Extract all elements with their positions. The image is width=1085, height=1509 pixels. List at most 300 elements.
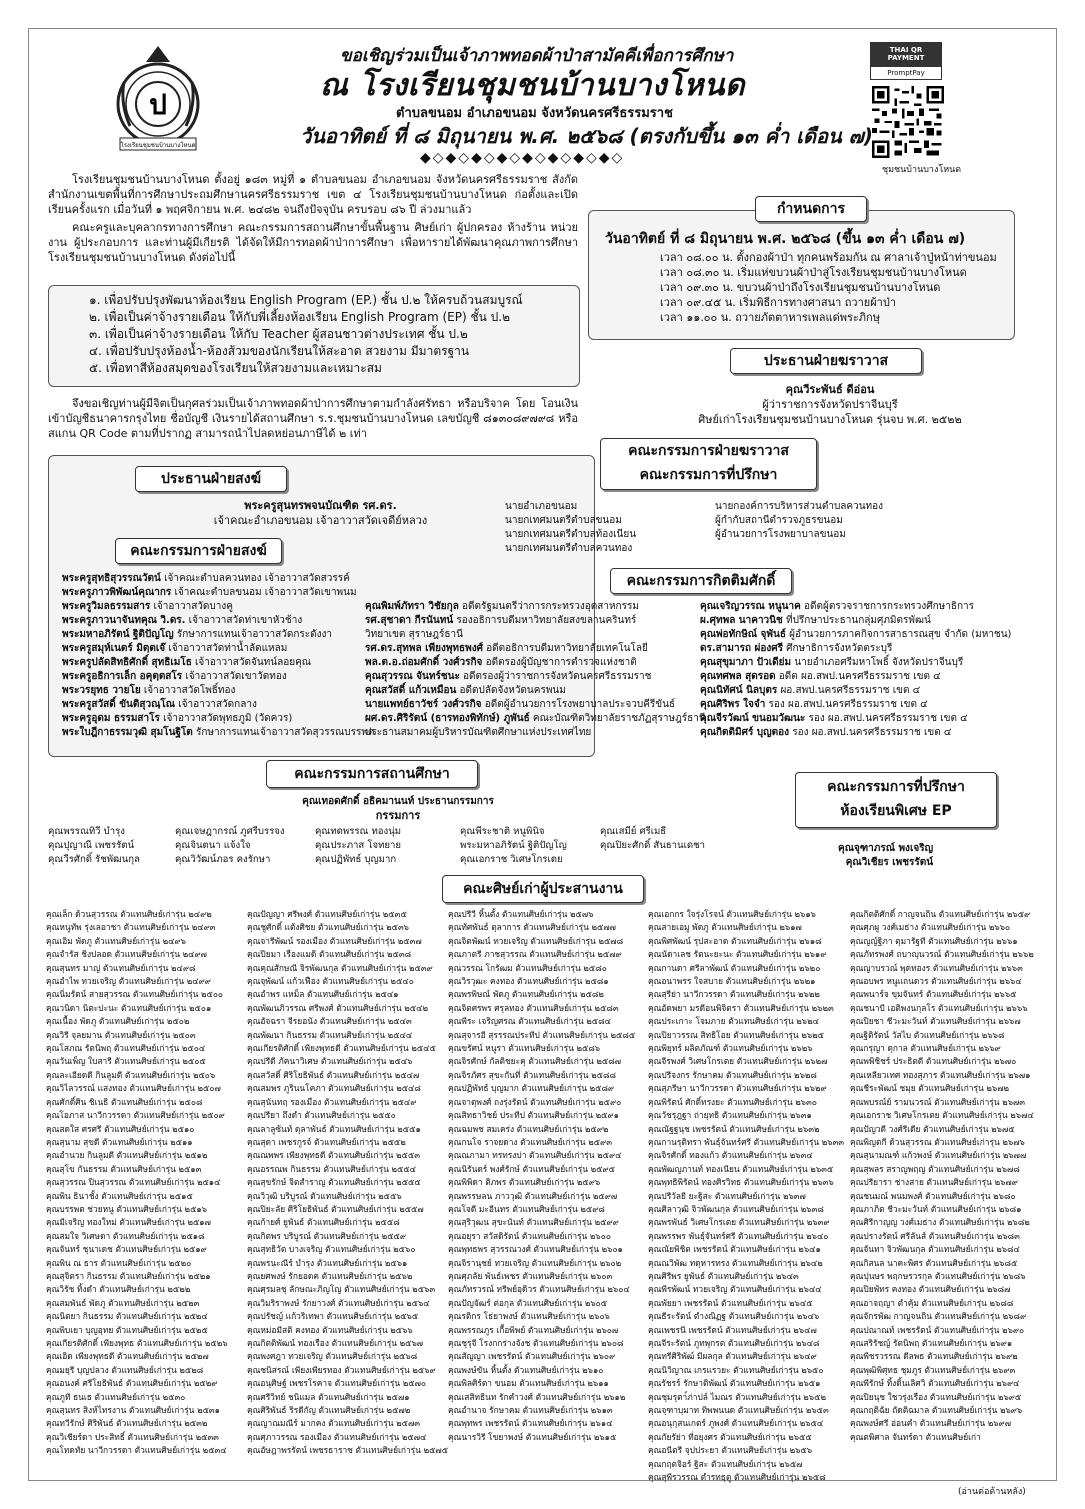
board-member: คุณเจษฎากรณ์ ภูศรีบรรจง — [175, 826, 285, 837]
alumni-entry: คุณปรัชญ์ แก้วริเทพา ตัวแทนศิษย์เก่ารุ่น ๒๕๖๕ — [247, 1311, 419, 1322]
alumni-entry: คุณหม่อมีสติ คงทอง ตัวแทนศิษย์เก่ารุ่น ๒๕๖๖ — [247, 1324, 413, 1335]
alumni-entry: คุณลาลูซ้นท์ ดุลาพันธ์ ตัวแทนศิษย์เก่ารุ่น ๒๕๕๑ — [247, 1123, 421, 1134]
alumni-entry: คุณชนาบี เอติพงนกุลโร ตัวแทนศิษย์เก่ารุ่น ๒๖๖๖ — [850, 1002, 1028, 1013]
monk-committee-title: คณะกรรมการฝ่ายสงฆ์ — [115, 538, 282, 564]
monk-row: พระครูวิมลธรรมสาร เจ้าอาวาสวัดบางคู — [62, 601, 233, 612]
alumni-entry: คุณพิรัตน์ ศักดิ์ทรงยะ ตัวแทนศิษย์เก่ารุ่น ๒๖๓๐ — [648, 1096, 817, 1107]
honorary-row: คุณศิริพร ใจจำ รอง ผอ.สพป.นครศรีธรรมราช เขต ๔ — [700, 699, 928, 710]
alumni-entry: คุณสิทธาวิชย์ ประทีป ตัวแทนศิษย์เก่ารุ่น ๒๕๙๑ — [448, 1110, 619, 1121]
alumni-entry: คุณพีระ เจริญศรณ ตัวแทนศิษย์เก่ารุ่น ๒๕๘๔ — [448, 1016, 611, 1027]
alumni-entry: คุณพรพันธ์ วิเศษโกรเตย ตัวแทนศิษย์เก่ารุ่น ๒๖๓๙ — [648, 1217, 830, 1228]
objective-item: ๔. เพื่อปรับปรุงห้องน้ำ-ห้องส้วมของนักเรียนให้สะอาด สวยงาม มีมาตรฐาน — [89, 344, 470, 358]
logo-letter: ป — [149, 88, 167, 121]
qr-caption: ชุมชนบ้านบางโหนด — [882, 165, 962, 175]
alumni-entry: คุณทัศพันธ์ ตุลาการ ตัวแทนศิษย์เก่ารุ่น ๒๕๗๗ — [448, 922, 616, 933]
alumni-entry: คุณปรางรัตน์ ศรีลันส์ ตัวแทนศิษย์เก่ารุ่น ๒๖๘๓ — [850, 1230, 1020, 1241]
lay-chair-line: ศิษย์เก่าโรงเรียนชุมชนบ้านบางโหนด รุ่นจบ พ.ศ. ๒๕๒๒ — [698, 413, 962, 426]
alumni-entry: คุณศุภผู วงศ์เมธ่าง ตัวแทนศิษย์เก่ารุ่น ๒๖๖๐ — [850, 922, 1011, 933]
alumni-entry: คุณศุภลัย พันธ์เพชร ตัวแทนศิษย์เก่ารุ่น ๒๖๐๓ — [448, 1270, 613, 1281]
alumni-entry: คุณจิรานุชย์ ทวยเจริญ ตัวแทนศิษย์เก่ารุ่น ๒๖๐๒ — [448, 1257, 622, 1268]
alumni-entry: คุณสุขรักษ์ จิตสำราญ ตัวแทนศิษย์เก่ารุ่น ๒๕๕๕ — [247, 1177, 421, 1188]
alumni-entry: คุณพนาร์จ ขุมจันทร์ ตัวแทนศิษย์เก่ารุ่น ๒๖๖๕ — [850, 989, 1017, 1000]
alumni-entry: คุณพิญตกี ด้วนสุวรรณ ตัวแทนศิษย์เก่ารุ่น ๒๖๗๖ — [850, 1136, 1025, 1147]
alumni-entry: คุณพีชรวรรณ ดีลพธ ตัวแทนศิษย์เก่ารุ่น ๒๖๙๒ — [850, 1351, 1018, 1362]
alumni-entry: คุณจันทร์ ชุนาเดช ตัวแทนศิษย์เก่ารุ่น ๒๕๑๙ — [46, 1244, 207, 1255]
alumni-entry: คุณปุนษร พฤกษรวรกุล ตัวแทนศิษย์เก่ารุ่น ๒๖๘๖ — [850, 1270, 1026, 1281]
alumni-entry: คุณปิยะลัย ศิริโยธิพันธ์ ตัวแทนศิษย์เก่ารุ่น ๒๕๕๗ — [247, 1203, 424, 1214]
alumni-entry: คุณจิตพัฒน์ ทวยเจริญ ตัวแทนศิษย์เก่ารุ่น ๒๕๗๘ — [448, 935, 624, 946]
lay-committee-left — [505, 500, 636, 556]
alumni-entry: คุณพพิชิชร์ ประธิตดี ตัวแทนศิษย์เก่ารุ่น ๒๖๗๐ — [850, 1056, 1017, 1067]
alumni-entry: คุณกานดา ศรีลาพัฒน์ ตัวแทนศิษย์เก่ารุ่น ๒๖๒๐ — [648, 962, 821, 973]
school-board-col — [460, 825, 567, 867]
alumni-entry: คุณกิตติพัฒน์ ทองเรือง ตัวแทนศิษย์เก่ารุ่น ๒๕๖๗ — [247, 1338, 424, 1348]
alumni-entry: คุณกิสนล นาคะพิศร ตัวแทนศิษย์เก่ารุ่น ๒๖๘๕ — [850, 1257, 1018, 1268]
alumni-entry: คุณปัญจัฒร์ ต่อกุล ตัวแทนศิษย์เก่ารุ่น ๒๖๐๕ — [448, 1297, 608, 1308]
school-logo — [110, 42, 206, 154]
board-member: คุณประภาส โจทยาย — [315, 840, 402, 851]
page-title: ณ โรงเรียนชุมชนบ้านบางโหนด — [320, 68, 745, 103]
honorary-row: คุณเจริญวรรณ หนูนาค อดีตผู้ตรวจราชการกระทรวงศึกษาธิการ — [700, 601, 975, 612]
alumni-entry: คุณพรรณภูร เกื้อพิพย์ ตัวแทนศิษย์เก่ารุ่น ๒๖๐๗ — [448, 1324, 619, 1335]
alumni-entry: คุณวิไลวรรณ์ แสงทอง ตัวแทนศิษย์เก่ารุ่น ๒๕๐๗ — [46, 1083, 221, 1094]
monk-row: พระมหาอภิรัตน์ ฐิติปัญโญ รักษาการแทนเจ้าอาวาสวัดกระดังงา — [62, 629, 333, 640]
alumni-entry: คุณพุทธพร สุวรรณวงศ์ ตัวแทนศิษย์เก่ารุ่น ๒๖๐๑ — [448, 1244, 623, 1255]
alumni-entry: คุณกิตติศักดิ์ กาญจนถิน ตัวแทนศิษย์เก่ารุ่น ๒๖๕๙ — [850, 909, 1031, 919]
alumni-entry: คุณสุทธิวัต บางเจริญ ตัวแทนศิษย์เก่ารุ่น ๒๕๖๐ — [247, 1244, 416, 1255]
lay-member: ผู้อำนวยการโรงพยาบาลขนอม — [715, 529, 846, 540]
school-board-members-label: กรรมการ — [375, 809, 421, 822]
honorary-row: ผศ.ดร.ศิริรัตน์ (ธารทองพิทักษ์) ภูพันธ์ คณะบัณฑิตวิทยาลัยราชภัฏสุราษฎร์ธานี — [365, 713, 706, 724]
alumni-entry: คุณสุพลร สราญพฤญ ตัวแทนศิษย์เก่ารุ่น ๒๖๗๘ — [850, 1163, 1020, 1174]
objective-item: ๕. เพื่อทาสีห้องสมุดของโรงเรียนให้สวยงามและเหมาะสม — [89, 361, 382, 375]
alumni-entry: คุณชุรุจี โรงกกร่างจังช ตัวแทนศิษย์เก่ารุ่น ๒๖๐๘ — [448, 1338, 624, 1348]
alumni-entry: คุณปรีจงกร รักษาคม ตัวแทนศิษย์เก่ารุ่น ๒๖๒๘ — [648, 1069, 817, 1080]
alumni-entry: คุณอำนาจ รักษาคม ตัวแทนศิษย์เก่ารุ่น ๒๖๑๓ — [448, 1405, 613, 1416]
alumni-entry: คุณจิรศักดิ์ ทองแก้ว ตัวแทนศิษย์เก่ารุ่น ๒๖๓๔ — [648, 1150, 813, 1161]
board-member: พระมหาอภิรัตน์ ฐิติปัญโญ — [460, 840, 567, 851]
alumni-entry: คุณณวิพัฒ ทดุหารทรง ตัวแทนศิษย์เก่ารุ่น ๒๖๔๒ — [648, 1257, 823, 1268]
alumni-entry: คุณกฤติฉัย ถัดติฉมาล ตัวแทนศิษย์เก่ารุ่น ๒๖๙๖ — [850, 1405, 1023, 1416]
alumni-entry: คุณณภามา ทรทรงบ่า ตัวแทนศิษย์เก่ารุ่น ๒๕๙๔ — [448, 1150, 622, 1161]
alumni-entry: คุณพบรณ์ย์ รามนวรณ์ ตัวแทนศิษย์เก่ารุ่น ๒๖๗๓ — [850, 1096, 1026, 1107]
alumni-entry: คุณปรีดี ภัคนาวิเศษ ตัวแทนศิษย์เก่ารุ่น ๒๕๔๖ — [247, 1056, 413, 1067]
alumni-entry: คุณภาภิต ชีวะมะวันท์ ตัวแทนศิษย์เก่ารุ่น ๒๖๘๑ — [850, 1203, 1022, 1214]
alumni-entry: คุณสุภรีษา นาวีกวรรดา ตัวแทนศิษย์เก่ารุ่น ๒๖๒๙ — [648, 1083, 827, 1094]
alumni-entry: คุณวันเพ็ญ ใบสารี ตัวแทนศิษย์เก่ารุ่น ๒๕๐๕ — [46, 1056, 206, 1067]
school-board-col — [175, 825, 285, 867]
monk-row: พระครูภาวนาจันทคุณ วิ.ดร. เจ้าอาวาสวัดท่าเขาหัวช้าง — [62, 615, 303, 626]
alumni-entry: คุณอัษฎาพรรัตน์ เพชรธาราช ตัวแทนศิษย์เก่ารุ่น ๒๕๗๕ — [247, 1445, 449, 1456]
ep-advisors-title: คณะกรรมการที่ปรึกษา ห้องเรียนพิเศษ EP — [795, 772, 997, 828]
honorary-row: คุณสุขุมาภา ปัวเดีย่ม นายอำเภอศรีมหาโพธิ์ จังหวัดปราจีนบุรี — [700, 657, 964, 668]
alumni-entry: คุณภัทรพงศ์ ถบาญุนวรณ์ ตัวแทนศิษย์เก่ารุ่น ๒๖๖๒ — [850, 949, 1034, 960]
objective-item: ๒. เพื่อเป็นค่าจ้างรายเดือน ให้กับพี่เลี้ยงห้องเรียน English Program (EP) ชั้น ป.๒ — [89, 310, 510, 324]
alumni-entry: คุณจุพัฒน์ แก้วเฟือง ตัวแทนศิษย์เก่ารุ่น ๒๕๔๐ — [247, 976, 414, 987]
alumni-entry: คุณพิน ณ ธาร ตัวแทนศิษย์เก่ารุ่น ๒๕๒๐ — [46, 1257, 192, 1268]
alumni-entry: คุณจุฑาบุมาท ทิพพนนด ตัวแทนศิษย์เก่ารุ่น ๒๖๕๓ — [648, 1405, 829, 1416]
alumni-entry: คุณสุนทร สิงห์ไทรงาน ตัวแทนศิษย์เก่ารุ่น ๒๕๓๑ — [46, 1405, 220, 1416]
alumni-entry: คุณปรีวี หิ้นตั้ง ตัวแทนศิษย์เก่ารุ่น ๒๕๗๖ — [448, 909, 594, 919]
alumni-entry: คุณตพิศาล จันทร์ดา ตัวแทนศิษย์เก่า — [850, 1431, 981, 1442]
alumni-entry: คุณจักรพัฒ กาญจนถิน ตัวแทนศิษย์เก่ารุ่น ๒๖๘๙ — [850, 1311, 1027, 1322]
alumni-entry: คุณปิยมา เรืองแมดิ ตัวแทนศิษย์เก่ารุ่น ๒๕๓๘ — [247, 949, 412, 960]
alumni-entry: คุณสวัสดิ์ ศิริโยธิพันธ์ ตัวแทนศิษย์เก่ารุ่น ๒๕๔๗ — [247, 1069, 420, 1080]
alumni-entry: คุณกิตพร บริบูรณ์ ตัวแทนศิษย์เก่ารุ่น ๒๕๕๙ — [247, 1230, 407, 1241]
alumni-entry: คุณอัจฉรา จีรยอนัง ตัวแทนศิษย์เก่ารุ่น ๒๕๔๓ — [247, 1016, 412, 1027]
alumni-entry: คุณสมใจ วิเศษดา ตัวแทนศิษย์เก่ารุ่น ๒๕๑๘ — [46, 1230, 205, 1241]
alumni-entry: คุณอำพร แหม็ล ตัวแทนศิษย์เก่ารุ่น ๒๕๔๑ — [247, 989, 399, 1000]
alumni-entry: คุณกฤตจิอร์ ฐิสะ ตัวแทนศิษย์เก่ารุ่น ๒๖๕๗ — [648, 1458, 803, 1469]
school-board-head — [48, 795, 748, 823]
honorary-row: คุณกิตติมิศร์ บุญตอง รอง ผอ.สพป.นครศรีธรรมราช เขต ๔ — [700, 727, 952, 738]
alumni-column — [850, 908, 1034, 1444]
alumni-entry: คุณสริรัชญ์ รัตนิพฤ ตัวแทนศิษย์เก่ารุ่น ๒๖๙๑ — [850, 1338, 1013, 1348]
alumni-entry: คุณอำไพ ทวยเจริญ ตัวแทนศิษย์เก่ารุ่น ๒๔๙๙ — [46, 976, 211, 987]
event-date: วันอาทิตย์ ที่ ๘ มิถุนายน พ.ศ. ๒๕๖๘ (ตรงกับขึ้น ๑๓ ค่ำ เดือน ๗) — [300, 124, 873, 148]
schedule-item: เวลา ๐๙.๔๕ น. เริ่มพิธีการทางศาสนา ถวายผ้าป่า — [660, 296, 897, 309]
lay-chair-name: คุณวีระพันธ์ ดีอ่อน — [785, 383, 875, 396]
monk-row: พระครูปลัดสิทธิศักดิ์ สุทธิเมโธ เจ้าอาวาสวัดจันทน์ลอยคุณ — [62, 657, 312, 668]
alumni-entry: คุณภูที ธนเธ ตัวแทนศิษย์เก่ารุ่น ๒๕๓๐ — [46, 1391, 186, 1402]
alumni-entry: คุณกานรุติทรา พันธุ์จันทร์ศรี ตัวแทนศิษย์เก่ารุ่น ๒๖๓๓ — [648, 1136, 845, 1147]
alumni-entry: คุณสายเอมู พัดภู ตัวแทนศิษย์เก่ารุ่น ๒๖๑๗ — [648, 922, 802, 933]
monk-chair-line: เจ้าคณะอำเภอขนอม เจ้าอาวาสวัดเจดีย์หลวง — [213, 514, 428, 527]
alumni-entry: คุณจารีพัฒน์ รองเมือง ตัวแทนศิษย์เก่ารุ่น ๒๕๓๗ — [247, 935, 422, 946]
alumni-entry: คุณพิยุทร์ ผลิตภัณฑ์ ตัวแทนศิษย์เก่ารุ่น ๒๖๒๖ — [648, 1043, 813, 1054]
alumni-entry: คุณวิวุฒิ บริบูรณ์ ตัวแทนศิษย์เก่ารุ่น ๒๕๕๖ — [247, 1190, 402, 1201]
alumni-entry: คุณสมพันธ์ พัดภู ตัวแทนศิษย์เก่ารุ่น ๒๕๒๓ — [46, 1297, 200, 1308]
alumni-entry: คุณเพชรนี เพชรรัตน์ ตัวแทนศิษย์เก่ารุ่น ๒๖๔๗ — [648, 1324, 817, 1335]
alumni-entry: คุณสุนาม สุขดี ตัวแทนศิษย์เก่ารุ่น ๒๕๑๑ — [46, 1136, 193, 1147]
alumni-entry: คุณชีระพัฒน์ ชมุย ตัวแทนศิษย์เก่ารุ่น ๒๖๗๒ — [850, 1083, 1010, 1094]
alumni-entry: คุณจีรพงศ์ วิเศษโกรเตย ตัวแทนศิษย์เก่ารุ่น ๒๖๒๗ — [648, 1056, 828, 1067]
alumni-entry: คุณโทดทัย นาวีกวรรดา ตัวแทนศิษย์เก่ารุ่น ๒๕๓๔ — [46, 1445, 227, 1456]
alumni-entry: คุณเอิม พัดภู ตัวแทนศิษย์เก่ารุ่น ๒๔๙๖ — [46, 935, 186, 946]
alumni-title: คณะศิษย์เก่าผู้ประสานงาน — [442, 875, 644, 903]
lay-chair-line: ผู้ว่าราชการจังหวัดปราจีนบุรี — [762, 398, 898, 411]
alumni-entry: คุณสุโข กันธรรม ตัวแทนศิษย์เก่ารุ่น ๒๕๑๓ — [46, 1163, 202, 1174]
alumni-entry: คุณพุฒิพิศุทธ ชุมภูร ตัวแทนศิษย์เก่ารุ่น ๒๖๙๓ — [850, 1364, 1016, 1375]
alumni-entry: คุณจีระรัตน์ ภูทพุกรต ตัวแทนศิษย์เก่ารุ่น ๒๖๔๘ — [648, 1338, 820, 1348]
board-member: คุณจินตนา แจ้งใจ — [175, 840, 251, 851]
monk-committee-list — [62, 572, 374, 740]
alumni-entry: คุณรติกร โธ่ยาพงษ์ ตัวแทนศิษย์เก่ารุ่น ๒๖๐๖ — [448, 1311, 610, 1322]
alumni-entry: คุณภัทรวรณ์ ทรีพย์อุดิวร ตัวแทนศิษย์เก่ารุ่น ๒๖๐๔ — [448, 1284, 630, 1295]
alumni-entry: คุณสุวรรณ ปินสุวรรณ ตัวแทนศิษย์เก่ารุ่น ๒๕๑๔ — [46, 1177, 221, 1188]
schedule-list — [660, 250, 997, 325]
alumni-entry: คุณพรนะณีร์ บำรุง ตัวแทนศิษย์เก่ารุ่น ๒๕๖๑ — [247, 1257, 408, 1268]
alumni-entry: คุณสุริวุฒน สุขะนันท์ ตัวแทนศิษย์เก่ารุ่น ๒๕๙๙ — [448, 1217, 619, 1228]
board-member: คุณวิวัฒน์ภอร คงรักษา — [175, 854, 271, 865]
alumni-entry: คุณโจดี มะอีนทร ตัวแทนศิษย์เก่ารุ่น ๒๕๙๘ — [448, 1203, 605, 1214]
honorary-row: วิทยาเขต สุราษฎร์ธานี — [365, 629, 463, 640]
alumni-entry: คุณเสสิทธินท รักคำวงศ์ ตัวแทนศิษย์เก่ารุ่น ๒๖๑๒ — [448, 1391, 626, 1402]
alumni-entry: คุณพุทธิพิรัตน์ ทองศิรวิทธ ตัวแทนศิษย์เก่ารุ่น ๒๖๓๖ — [648, 1177, 834, 1188]
alumni-entry: คุณสุดา เพชรกูรจ์ ตัวแทนศิษย์เก่ารุ่น ๒๕๕๒ — [247, 1136, 406, 1147]
alumni-entry: คุณสุจิตรา กินธรรม ตัวแทนศิษย์เก่ารุ่น ๒๕๒๑ — [46, 1270, 211, 1281]
alumni-entry: คุณละเอียดดี กินลูมดี ตัวแทนศิษย์เก่ารุ่น ๒๕๐๖ — [46, 1069, 216, 1080]
alumni-entry: คุณพงศฎา ทวยเจริญ ตัวแทนศิษย์เก่ารุ่น ๒๕๖๘ — [247, 1351, 418, 1362]
alumni-entry: คุณอำนวย กินลูมดี ตัวแทนศิษย์เก่ารุ่น ๒๕๑๒ — [46, 1150, 208, 1161]
alumni-entry: คุณทวีรักษ์ ศิริพันธ์ ตัวแทนศิษย์เก่ารุ่น ๒๕๓๒ — [46, 1418, 208, 1429]
alumni-entry: คุณศักดิ์ศิน ชิเนธิ ตัวแทนศิษย์เก่ารุ่น ๒๕๐๘ — [46, 1096, 203, 1107]
alumni-entry: คุณอนุกุสนเกตร์ ภูพงศ์ ตัวแทนศิษย์เก่ารุ่น ๒๖๕๔ — [648, 1418, 824, 1429]
alumni-entry: คุณศรีวิทย์ ชนิแมล ตัวแทนศิษย์เก่ารุ่น ๒๕๗๑ — [247, 1391, 410, 1402]
alumni-entry: คุณปฏิพัทธ์ บุญมาก ตัวแทนศิษย์เก่ารุ่น ๒๕๘๙ — [448, 1083, 615, 1094]
alumni-entry: คุณสุนันทฤ รองเมือง ตัวแทนศิษย์เก่ารุ่น ๒๕๔๙ — [247, 1096, 417, 1107]
board-member: คุณเสมีย์ ศรีเมธี — [600, 826, 667, 837]
alumni-entry: คุณปรีวัลยี ยะฐิสะ ตัวแทนศิษย์เก่ารุ่น ๒๖๓๗ — [648, 1190, 806, 1201]
alumni-entry: คุณอบพร หนูแถนดวร ตัวแทนศิษย์เก่ารุ่น ๒๖๖๔ — [850, 976, 1022, 987]
alumni-entry: คุณศิริพันธ์ ริรดีกัญ ตัวแทนศิษย์เก่ารุ่น ๒๕๗๒ — [247, 1405, 411, 1416]
objective-item: ๑. เพื่อปรับปรุงพัฒนาห้องเรียน English Program (EP.) ชั้น ป.๒ ให้ครบถ้วนสมบูรณ์ — [89, 293, 523, 307]
alumni-entry: คุณสุรีย่า นาวีกวรรดา ตัวแทนศิษย์เก่ารุ่น ๒๖๒๒ — [648, 989, 820, 1000]
alumni-entry: คุณพรพิษณ์ พัดภู ตัวแทนศิษย์เก่ารุ่น ๒๕๘๒ — [448, 989, 604, 1000]
alumni-entry: คุณจิตศรพร ศรุลทอง ตัวแทนศิษย์เก่ารุ่น ๒๕๘๓ — [448, 1002, 619, 1013]
monk-row: พระครูภาวพิพัฒน์คุณากร เจ้าคณะตำบลขนอม เจ้าอาวาสวัดเขาพนม — [62, 587, 357, 598]
alumni-entry: คุณอัดพยา มรดีอนพิจิตรา ตัวแทนศิษย์เก่ารุ่น ๒๖๒๓ — [648, 1002, 834, 1013]
monk-row: พระครูสุทธิสุวรรณวัตน์ เจ้าคณะตำบลควนทอง เจ้าอาวาสวัดสวรรค์ — [62, 573, 350, 584]
honorary-row: ประธานสมาคมผู้บริหารบัณฑิตศึกษาแห่งประเทศไทย — [365, 727, 592, 738]
alumni-entry: คุณพงษ์ขัน หิ้นตั้ง ตัวแทนศิษย์เก่ารุ่น ๒๖๑๐ — [448, 1364, 604, 1375]
alumni-entry: คุณอนุศิษฐ์ เพชรโรคาจ ตัวแทนศิษย์เก่ารุ่น ๒๕๗๐ — [247, 1378, 427, 1389]
honorary-row: นายแพทย์ธาวัชร์ วงศ์วรกิจ อดีตผู้อำนวยการโรงพยาบาลประจวบคีรีขันธ์ — [365, 699, 676, 710]
ep-advisors-list — [838, 842, 933, 870]
alumni-entry: คุณเกียรติศักดิ์ เพียงพุทธ ตัวแทนศิษย์เก่ารุ่น ๒๕๒๖ — [46, 1338, 228, 1348]
intro-paragraph-2: คณะครูและบุคลากรทางการศึกษา คณะกรรมการสถานศึกษาขั้นพื้นฐาน ศิษย์เก่า ผู้ปกครอง ห้างร้าน หน่วยงาน ผู้ประกอบการ และท่านผู้มีเกียรติ ได้จัดให้มีการทอดผ้าป่าการศึกษา เพื่อหารายได้พัฒนาคุณภาพการศึกษาโรงเรียนชุมชนบ้านบางโหนด ดังต่อไปนี้ — [48, 221, 578, 264]
alumni-entry: คุณอาจฤญา ตำคุ้ม ตัวแทนศิษย์เก่ารุ่น ๒๖๘๘ — [850, 1297, 1014, 1308]
alumni-entry: คุณเอกกร ใจรุ่งโรจน์ ตัวแทนศิษย์เก่ารุ่น ๒๖๑๖ — [648, 909, 816, 919]
alumni-entry: คุณเล็ก ด้วนสุวรรณ ตัวแทนศิษย์เก่ารุ่น ๒๔๙๒ — [46, 909, 212, 919]
logo-ring-text: โรงเรียนชุมชนบ้านบางโหนด — [120, 142, 196, 149]
alumni-entry: คุณพัฒนา กินธรรม ตัวแทนศิษย์เก่ารุ่น ๒๕๔๔ — [247, 1029, 413, 1040]
lay-member: นายกองค์การบริหารส่วนตำบลควนทอง — [715, 501, 884, 512]
schedule-item: เวลา ๐๙.๓๐ น. ขบวนผ้าป่าถึงโรงเรียนชุมชนบ้านบางโหนด — [660, 281, 941, 294]
alumni-entry: คุณกนโจ ราจยดาง ตัวแทนศิษย์เก่ารุ่น ๒๕๙๓ — [448, 1136, 612, 1147]
alumni-entry: คุณพุทพร เพชรรัตน์ ตัวแทนศิษย์เก่ารุ่น ๒๖๑๔ — [448, 1418, 613, 1429]
honorary-row: รศ.ดร.สุทพล เพียงพุทธพงศ์ อดีตอธิการบดีมหาวิทยาลัยเทคโนโลยี — [365, 643, 648, 654]
header-ornament: ◆◇◆◇◆◇◆◇◆◇◆◇◆◇◆◇ — [420, 150, 625, 166]
alumni-entry: คุณกรุญา ดุกาล ตัวแทนศิษย์เก่ารุ่น ๒๖๖๙ — [850, 1043, 1001, 1054]
alumni-entry: คุณอนงค์ ศรีโยธิพันธ์ ตัวแทนศิษย์เก่ารุ่น ๒๕๒๙ — [46, 1378, 218, 1389]
alumni-entry: คุณปรียา ถึงดำ ตัวแทนศิษย์เก่ารุ่น ๒๕๕๐ — [247, 1110, 396, 1121]
monk-row: พระวรยุทธ วายโย เจ้าอาวาสวัดโพธิ์ทอง — [62, 685, 236, 696]
alumni-entry: คุณวิรัช ทิ้งดำ ตัวแทนศิษย์เก่ารุ่น ๒๕๒๒ — [46, 1284, 191, 1295]
schedule-title: กำหนดการ — [755, 196, 867, 222]
alumni-column — [448, 908, 635, 1444]
continue-note: (อ่านต่อด้านหลัง) — [958, 1487, 1026, 1497]
alumni-entry: คุณนิ่มรัตน์ สายสุวรรณ ตัวแทนศิษย์เก่ารุ่น ๒๕๐๐ — [46, 989, 224, 1000]
alumni-entry: คุณวิรี จุลยมาน ตัวแทนศิษย์เก่ารุ่น ๒๕๐๓ — [46, 1029, 196, 1040]
schedule-item: เวลา ๐๘.๓๐ น. เริ่มแห่ขบวนผ้าป่าสู่โรงเรียนชุมชนบ้านบางโหนด — [660, 266, 967, 279]
alumni-entry: คุณพัฒนภิวรรณ ศรีพงศ์ ตัวแทนศิษย์เก่ารุ่น ๒๕๔๒ — [247, 1002, 429, 1013]
alumni-entry: คุณปณาณท์ เพชรรัตน์ ตัวแทนศิษย์เก่ารุ่น ๒๖๙๐ — [850, 1324, 1025, 1335]
honorary-row: พล.ต.อ.ถ่อมศักดิ์ วงศ์วรกิจ อดีตรองผู้บัญชาการตำรวจแห่งชาติ — [365, 657, 637, 668]
honorary-row: คุณทศพล สุดรอด อดีต ผอ.สพป.นครศรีธรรมราช เขต ๔ — [700, 671, 941, 682]
alumni-entry: คุณโสภณ รัตนิพฤ ตัวแทนศิษย์เก่ารุ่น ๒๕๐๔ — [46, 1043, 206, 1054]
alumni-entry: คุณกัยรัย่า ที่อยุงศร ตัวแทนศิษย์เก่ารุ่น ๒๖๕๕ — [648, 1431, 812, 1442]
alumni-entry: คุณสุนามณฑ์ แก้วพงษ์ ตัวแทนศิษย์เก่ารุ่น ๒๖๗๗ — [850, 1150, 1027, 1161]
honorary-row: ดร.สามารถ ผ่องศรี ศึกษาธิการจังหวัดตระบุรี — [700, 643, 893, 654]
alumni-entry: คุณนารวิรี โขยาพงษ์ ตัวแทนศิษย์เก่ารุ่น ๒๖๑๕ — [448, 1431, 617, 1442]
honorary-row: คุณจีรวัฒน์ ขนอมวัฒนะ รอง ผอ.สพป.นครศรีธรรมราช เขต ๔ — [700, 713, 968, 724]
schedule-item: เวลา ๑๑.๐๐ น. ถวายภัตตาหารเพลแด่พระภิกษุ — [660, 311, 880, 324]
alumni-entry: คุณปัญวดี วงศ์รีเดีย ตัวแทนศิษย์เก่ารุ่น ๒๖๗๕ — [850, 1123, 1015, 1134]
alumni-entry: คุณบรรพต ช่วยหนู ตัวแทนศิษย์เก่ารุ่น ๒๕๑๖ — [46, 1203, 208, 1214]
alumni-entry: คุณมีเจริญ ทองใหม่ ตัวแทนศิษย์เก่ารุ่น ๒๕๑๗ — [46, 1217, 211, 1228]
alumni-entry: คุณวิมริราพงษ์ รักยาวงศ์ ตัวแทนศิษย์เก่ารุ่น ๒๕๖๔ — [247, 1297, 430, 1308]
alumni-entry: คุณนิตยา กินธรรม ตัวแทนศิษย์เก่ารุ่น ๒๕๒๔ — [46, 1311, 208, 1322]
alumni-entry: คุณอยุรา สวัสดิรัตน์ ตัวแทนศิษย์เก่ารุ่น ๒๖๐๐ — [448, 1230, 611, 1241]
alumni-entry: คุณพัฒญภานท์ ทองเนียน ตัวแทนศิษย์เก่ารุ่น ๒๖๓๕ — [648, 1163, 834, 1174]
alumni-entry: คุณสมพร ภูรินนโคภา ตัวแทนศิษย์เก่ารุ่น ๒๕๔๘ — [247, 1083, 421, 1094]
alumni-entry: คุณขรัศน์ หนูรา ตัวแทนศิษย์เก่ารุ่น ๒๕๘๖ — [448, 1043, 601, 1054]
alumni-entry: คุณมยุรี บุญปลวง ตัวแทนศิษย์เก่ารุ่น ๒๕๒๘ — [46, 1364, 204, 1375]
honorary-row: คุณสุวรรณ จันทร์ชนะ อดีตรองผู้ว่าราชการจังหวัดนครศรีธรรมราช — [365, 671, 652, 682]
alumni-entry: คุณปิยนุช ใชวรุ่งเรือง ตัวแทนศิษย์เก่ารุ่น ๒๖๙๕ — [850, 1391, 1022, 1402]
alumni-entry: คุณศิรีกาญญ วงศ์เมธ่าง ตัวแทนศิษย์เก่ารุ่น ๒๖๘๒ — [850, 1217, 1030, 1228]
honorary-row: รศ.สุชาดา กีรนันทน์ รองอธิการบดีมหาวิทยาลัยสงขลานครินทร์ — [365, 615, 637, 626]
alumni-entry: คุณณัยพิชิต เพชรรัตน์ ตัวแทนศิษย์เก่ารุ่น ๒๖๔๑ — [648, 1244, 821, 1255]
alumni-entry: คุณพิน ธินาชั้ง ตัวแทนศิษย์เก่ารุ่น ๒๕๑๕ — [46, 1190, 193, 1201]
alumni-entry: คุณพัยยา เพชรรัตน์ ตัวแทนศิษย์เก่ารุ่น ๒๖๔๕ — [648, 1297, 813, 1308]
alumni-entry: คุณญาณมณีร์ มากคง ตัวแทนศิษย์เก่ารุ่น ๒๕๗๓ — [247, 1418, 421, 1429]
board-member: คุณทดพรรณ ทองนุ่ม — [315, 826, 402, 837]
alumni-entry: คุณจิรภัศร สุขะกันที่ ตัวแทนศิษย์เก่ารุ่น ๒๕๘๘ — [448, 1069, 616, 1080]
qr-code[interactable] — [872, 86, 944, 158]
monk-chair-title: ประธานฝ่ายสงฆ์ — [135, 466, 287, 492]
alumni-entry: คุณชูศักดิ์ แต้งศิชย ตัวแทนศิษย์เก่ารุ่น ๒๕๓๖ — [247, 922, 409, 933]
alumni-entry: คุณพิบเยา บุญอุทย ตัวแทนศิษย์เก่ารุ่น ๒๕๒๕ — [46, 1324, 208, 1335]
alumni-entry: คุณก้ายศ์ ยูพันธ์ ตัวแทนศิษย์เก่ารุ่น ๒๕๕๘ — [247, 1217, 400, 1228]
alumni-entry: คุณวัชรุฎฐา ถ่ายุทธิ ตัวแทนศิษย์เก่ารุ่น ๒๖๓๑ — [648, 1110, 812, 1121]
alumni-entry: คุณยศพงษ์ รักยอดค ตัวแทนศิษย์เก่ารุ่น ๒๕๖๒ — [247, 1270, 413, 1281]
alumni-entry: คุณสดใส ศรศรี ตัวแทนศิษย์เก่ารุ่น ๒๕๑๐ — [46, 1123, 195, 1134]
alumni-entry: คุณนัดาเลช รัตนะยะนะ ตัวแทนศิษย์เก่ารุ่น ๒๖๑๙ — [648, 949, 827, 960]
school-address: ตำบลขนอม อำเภอขนอม จังหวัดนครศรีธรรมราช — [396, 106, 673, 121]
lay-committee-title: คณะกรรมการฝ่ายฆราวาส คณะกรรมการที่ปรึกษา — [600, 438, 817, 490]
monk-row: พระครูอธิการเล็ก อคุตฺตสโร เจ้าอาวาสวัดเขาวัดทอง — [62, 671, 287, 682]
alumni-entry: คุณสุนทร มาญ่ ตัวแทนศิษย์เก่ารุ่น ๒๔๙๘ — [46, 962, 196, 973]
alumni-entry: คุณนิวิญาณ เกรแรวยะ ตัวแทนศิษย์เก่ารุ่น ๒๖๕๐ — [648, 1364, 824, 1375]
board-member: คุณพีระชาติ หนูพินิจ — [460, 826, 545, 837]
alumni-entry: คุณวรรณ โกรัฒม ตัวแทนศิษย์เก่ารุ่น ๒๕๘๐ — [448, 962, 607, 973]
alumni-entry: คุณเอกราช วิเศษโกรเตย ตัวแทนศิษย์เก่ารุ่น ๒๖๗๔ — [850, 1110, 1034, 1121]
objective-list — [89, 292, 523, 377]
ep-advisor: คุณจุฑาภรณ์ พงเจริญ — [838, 843, 934, 854]
alumni-column — [247, 908, 448, 1458]
monk-row: พระครูสมุห์เนตร์ มิตฺตเจ๊ เจ้าอาวาสวัดท่าน้ำลัดแหลม — [62, 643, 288, 654]
alumni-entry: คุณจำรัส ชิงปลอด ตัวแทนศิษย์เก่ารุ่น ๒๔๙๗ — [46, 949, 207, 960]
lay-member: นายกเทศมนตรีตำบลท้องเนียน — [505, 529, 637, 540]
alumni-entry: คุณพงษ์ศรี อ่อนคำ ตัวแทนศิษย์เก่ารุ่น ๒๖๙๗ — [850, 1418, 1012, 1429]
alumni-entry: คุณศิรีพร ยูพันธ์ ตัวแทนศิษย์เก่ารุ่น ๒๖๔๓ — [648, 1270, 799, 1281]
alumni-entry: คุณพีรักษ์ ทิ้งดิ้นเลิศวิ ตัวแทนศิษย์เก่ารุ่น ๒๖๙๔ — [850, 1378, 1020, 1389]
alumni-entry: คุณพรรษลน ภาววุฒิ ตัวแทนศิษย์เก่ารุ่น ๒๕๙๗ — [448, 1190, 618, 1201]
monk-row: พระใบฎีกาธรรมวุฒิ สุมโนฐิโต รักษาการแทนเจ้าอาวาสวัดสุวรรณบรรพต — [62, 727, 375, 738]
alumni-entry: คุณชนมณ์ พนมพงศ์ ตัวแทนศิษย์เก่ารุ่น ๒๖๘๐ — [850, 1190, 1016, 1201]
thai-qr-badge — [870, 42, 942, 80]
board-member: คุณเอกราช วิเศษโกรเตย — [460, 854, 563, 865]
objectives-box — [48, 285, 580, 387]
lay-member: ผู้กำกับสถานีตำรวจภูธรขนอม — [715, 515, 843, 526]
alumni-entry: คุณประเกาะ โจมภาย ตัวแทนศิษย์เก่ารุ่น ๒๖๒๔ — [648, 1016, 819, 1027]
donation-invite: จึงขอเชิญท่านผู้มีจิตเป็นกุศลร่วมเป็นเจ้าภาพทอดผ้าป่าการศึกษาตามกำลังศรัทธา หรือบริจาค โดย โอนเงินเข้าบัญชีธนาคารกรุงไทย ชื่อบัญชี เงินรายได้สถานศึกษา ร.ร.ชุมชนบ้านบางโหนด เลขบัญชี ๘๑๓๐๘๙๗๙๘ หรือสแกน QR Code ตามที่ปรากฏ สามารถนำไปลดหย่อนภาษีได้ ๒ เท่า — [48, 397, 578, 440]
alumni-entry: คุณพรรพร พันธุ์จันทร์ศรี ตัวแทนศิษย์เก่ารุ่น ๒๖๔๐ — [648, 1230, 829, 1241]
honorary-row: คุณสวัสดิ์ แก้วเหมือน อดีตปลัดจังหวัดนครพนม — [365, 685, 566, 696]
alumni-entry: คุณพีรพัฒน์ ทวยเจริญ ตัวแทนศิษย์เก่ารุ่น ๒๖๔๔ — [648, 1284, 822, 1295]
alumni-entry: คุณพิศพัฒน์ รุปสะอาด ตัวแทนศิษย์เก่ารุ่น ๒๖๑๘ — [648, 935, 822, 946]
honorary-row: คุณพ่อทักษิณ์ จุพันธ์ ผู้อำนวยการภาคกิจการสาธารณสุข จำกัด (มหาชน) — [700, 629, 1012, 640]
honorary-left — [365, 600, 706, 740]
thai-qr-label: THAI QR PAYMENT — [870, 42, 942, 66]
event-supertitle: ขอเชิญร่วมเป็นเจ้าภาพทอดผ้าป่าสามัคคีเพื่อการศึกษา — [340, 46, 734, 66]
alumni-entry: คุณภาตรี ภาชสุวรรณ ตัวแทนศิษย์เก่ารุ่น ๒๕๗๙ — [448, 949, 622, 960]
monk-row: พระครูสวัสดิ์ ขันติสุวณฺโณ เจ้าอาวาสวัดกลาง — [62, 699, 257, 710]
alumni-entry: คุณปัญญา ศรีพงศ์ ตัวแทนศิษย์เก่ารุ่น ๒๕๓๕ — [247, 909, 407, 919]
intro-paragraph-1: โรงเรียนชุมชนบ้านบางโหนด ตั้งอยู่ ๑๘๓ หมู่ที่ ๑ ตำบลขนอม อำเภอขนอม จังหวัดนครศรีธรรมราช สังกัดสำนักงานเขตพื้นที่การศึกษาประถมศึกษานครศรีธรรมราช เขต ๔ โรงเรียนชุมชนบ้านบางโหนด ก่อตั้งและเปิดเรียนครั้งแรก เมื่อวันที่ ๑ พฤศจิกายน พ.ศ. ๒๔๘๒ จนถึงปัจจุบัน ครบรอบ ๘๖ ปี ล่วงมาแล้ว — [48, 173, 578, 216]
alumni-entry: คุณปิยาวรรณ สิทธิโอย ตัวแทนศิษย์เก่ารุ่น ๒๖๒๕ — [648, 1029, 825, 1040]
lay-member: นายกเทศมนตรีตำบลขนอม — [505, 515, 622, 526]
alumni-entry: คุณทรีศิริพัฒ์ มีผลกุล ตัวแทนศิษย์เก่ารุ่น ๒๖๔๙ — [648, 1351, 817, 1362]
alumni-entry: คุณพิพิดา ติภพร ตัวแทนศิษย์เก่ารุ่น ๒๕๙๖ — [448, 1177, 601, 1188]
alumni-column — [648, 908, 844, 1484]
alumni-entry: คุณรัชรร์ รักษาติพัฒน์ ตัวแทนศิษย์เก่ารุ่น ๒๖๕๑ — [648, 1378, 821, 1389]
objective-item: ๓. เพื่อเป็นค่าจ้างรายเดือน ให้กับ Teacher ผู้สอนชาวต่างประเทศ ชั้น ป.๒ — [89, 327, 468, 341]
board-member: คุณพรรณทิวี บำรุง — [48, 826, 125, 837]
alumni-entry: คุณวิเชียร์ดา ประสิทธิ์ ตัวแทนศิษย์เก่ารุ่น ๒๕๓๓ — [46, 1431, 219, 1442]
board-member: คุณปฏิพัทธ์ บุญมาก — [315, 854, 397, 865]
alumni-column — [46, 908, 228, 1458]
school-board-title: คณะกรรมการสถานศึกษา — [266, 760, 478, 788]
monk-row: พระครูอุดม ธรรมสาโร เจ้าอาวาสวัดพุทธภูมิ (วัดควร) — [62, 713, 293, 724]
alumni-entry: คุณเนื้อง พัดภู ตัวแทนศิษย์เก่ารุ่น ๒๕๐๒ — [46, 1016, 190, 1027]
alumni-entry: คุณญาบรวณ์ พุดทองร ตัวแทนศิษย์เก่ารุ่น ๒๖๖๓ — [850, 962, 1023, 973]
alumni-entry: คุณเหลียวเทศ ทองสุภาร ตัวแทนศิษย์เก่ารุ่น ๒๖๗๑ — [850, 1069, 1031, 1080]
alumni-entry: คุณจิรศักษ์ กัลติชยะคุ ตัวแทนศิษย์เก่ารุ่น ๒๕๘๗ — [448, 1056, 622, 1067]
alumni-entry: คุณปิยพัทร คงทอง ตัวแทนศิษย์เก่ารุ่น ๒๖๘๗ — [850, 1284, 1011, 1295]
alumni-entry: คุณฐิติรัตน์ วัสไบ ตัวแทนศิษย์เก่ารุ่น ๒๖๖๘ — [850, 1029, 1005, 1040]
alumni-entry: คุณปรียารา ช่างสาย ตัวแทนศิษย์เก่ารุ่น ๒๖๗๙ — [850, 1177, 1018, 1188]
lay-chair-block — [680, 382, 980, 427]
honorary-title: คณะกรรมการกิตติมศักดิ์ — [610, 568, 792, 594]
alumni-entry: คุณสุพีรวรรณ ตำรทธุตู ตัวแทนศิษย์เก่ารุ่น ๒๖๕๘ — [648, 1472, 826, 1483]
alumni-entry: คุณจันทา จิวพัฒนกุล ตัวแทนศิษย์เก่ารุ่น ๒๖๘๔ — [850, 1244, 1020, 1255]
alumni-entry: คุณอนาพรร ใจสบาย ตัวแทนศิษย์เก่ารุ่น ๒๖๒๑ — [648, 976, 816, 987]
alumni-entry: คุณหนูทัพ รุ่งเลอาชา ตัวแทนศิษย์เก่ารุ่น ๒๔๙๓ — [46, 922, 216, 933]
board-member: คุณปุญาณี เพชรรัตน์ — [48, 840, 135, 851]
honorary-row: ผ.ศุทพล นาคาวนิช ที่ปรึกษาประธานกลุ่มศุภมิตรพัฒน์ — [700, 615, 931, 626]
alumni-entry: คุณณัฐฐนุช เพชรรัตน์ ตัวแทนศิษย์เก่ารุ่น ๒๖๓๒ — [648, 1123, 820, 1134]
alumni-entry: คุณศุภาวรรณ รองเมือง ตัวแทนศิษย์เก่ารุ่น ๒๕๗๔ — [247, 1431, 427, 1442]
schedule-item: เวลา ๐๘.๐๐ น. ตั้งกองผ้าป่า ทุกคนพร้อมกัน ณ ศาลาเจ้าปู่หน้าท่าขนอม — [660, 251, 997, 264]
promptpay-label: PromptPay — [870, 66, 942, 80]
alumni-entry: คุณวนิดา นิตะปะนะ ตัวแทนศิษย์เก่ารุ่น ๒๕๐๑ — [46, 1002, 212, 1013]
alumni-entry: คุณญญ์ฐิภา ตุมารัฐที ตัวแทนศิษย์เก่ารุ่น ๒๖๖๑ — [850, 935, 1018, 946]
alumni-entry: คุณจาตุพงศ์ ถงรุ่งรัตน์ ตัวแทนศิษย์เก่ารุ่น ๒๕๙๐ — [448, 1096, 622, 1107]
school-board-col — [48, 825, 140, 867]
lay-member: นายอำเภอขนอม — [505, 501, 578, 512]
honorary-right — [700, 600, 1011, 740]
alumni-entry: คุณณพพร เพียงพุทธดี ตัวแทนศิษย์เก่ารุ่น ๒๕๕๓ — [247, 1150, 420, 1161]
alumni-entry: คุณคุณสักษณี จิรพัฒนกุล ตัวแทนศิษย์เก่ารุ่น ๒๕๓๙ — [247, 962, 433, 973]
alumni-entry: คุณชุมรุตา์ภ่าปล์ ไมณร ตัวแทนศิษย์เก่ารุ่น ๒๖๕๒ — [648, 1391, 826, 1402]
ep-advisor: คุณวิเชียร เพชรรัตน์ — [845, 857, 934, 868]
monk-chair-name: พระครูสุนทรพจนบัณฑิต รศ.ดร. — [244, 499, 397, 512]
alumni-entry: คุณธีระรัตน์ ตำงณิฏฐ ตัวแทนศิษย์เก่ารุ่น ๒๖๔๖ — [648, 1311, 820, 1322]
lay-chair-title: ประธานฝ่ายฆราวาส — [730, 348, 922, 374]
